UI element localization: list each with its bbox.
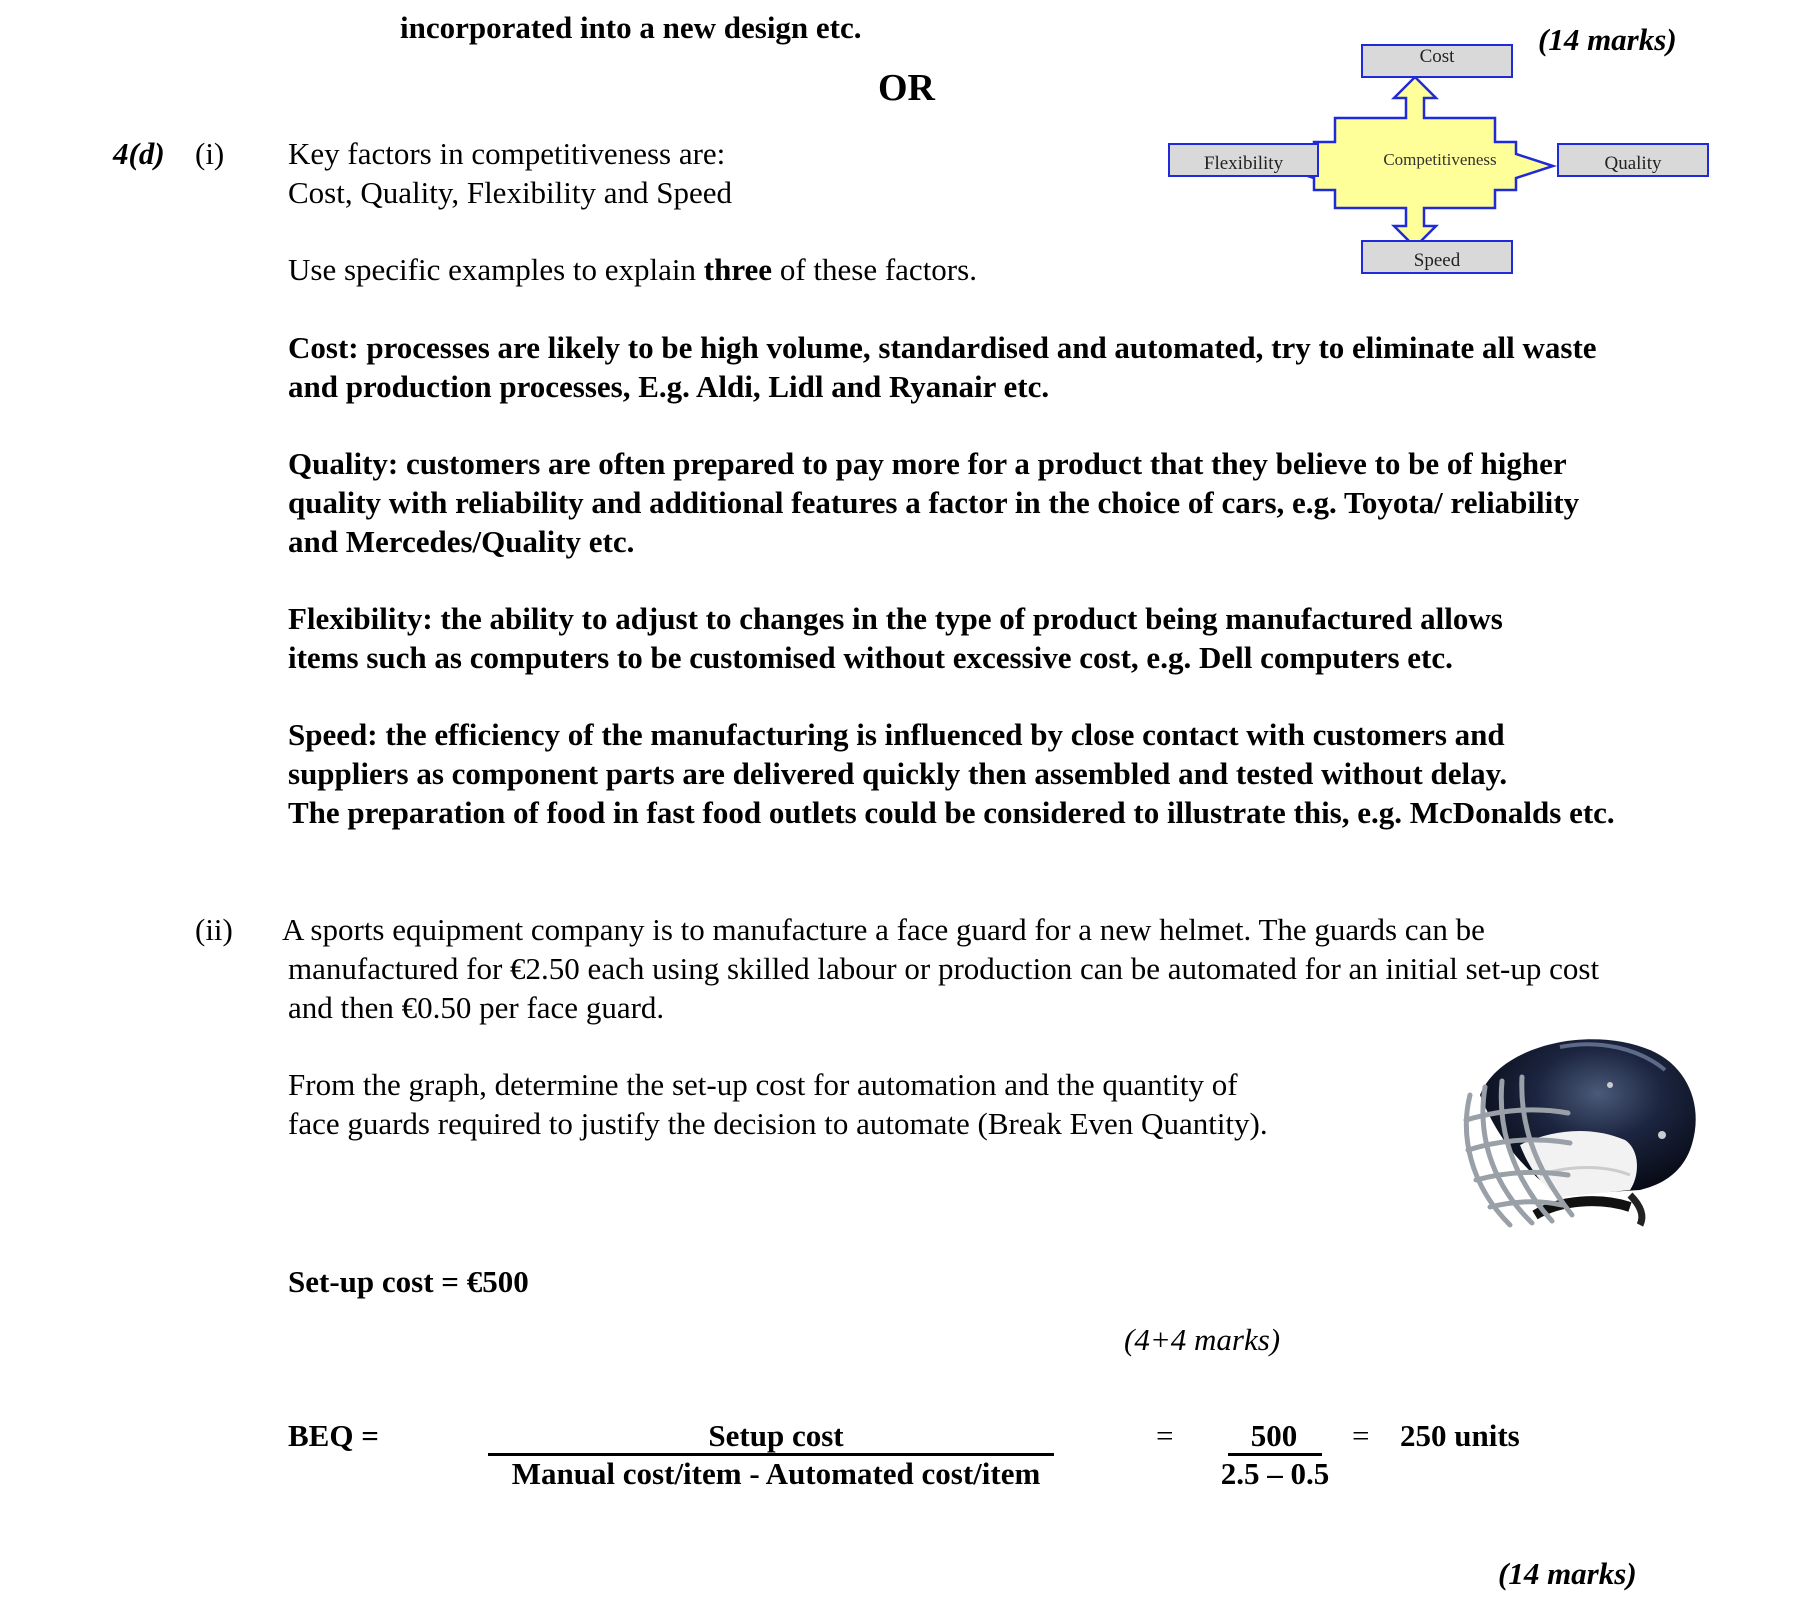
diagram-box-flexibility	[1168, 143, 1319, 177]
flexibility-label: Flexibility	[1203, 153, 1284, 174]
part-ii-task	[288, 1065, 1268, 1143]
answer-speed-line-2: suppliers as component parts are delivered quickly then assembled and tested without delay.	[288, 756, 1508, 791]
task-line-2: face guards required to justify the decision to automate (Break Even Quantity).	[288, 1106, 1268, 1141]
instruction-bold: three	[703, 252, 773, 287]
diagram-box-quality	[1557, 143, 1709, 177]
answer-quality-line-2: quality with reliability and additional features a factor in the choice of cars, e.g. Toyota/ reliability	[288, 485, 1580, 520]
quality-label: Quality	[1604, 153, 1662, 174]
answer-flexibility-line-1: Flexibility: the ability to adjust to changes in the type of product being manufactured allows	[288, 601, 1503, 636]
part-ii-label: (ii)	[195, 912, 233, 947]
answer-speed	[288, 715, 1615, 832]
instruction-before: Use specific examples to explain	[288, 252, 704, 287]
answer-flexibility-line-2: items such as computers to be customised without excessive cost, e.g. Dell computers etc.	[288, 640, 1453, 675]
beq-label: BEQ =	[288, 1418, 379, 1453]
part-ii-line-2: manufactured for €2.50 each using skilled labour or production can be automated for an initial set-up cost	[288, 951, 1600, 986]
answer-speed-line-1: Speed: the efficiency of the manufacturing is influenced by close contact with customers and	[288, 717, 1505, 752]
intro-line-1: Key factors in competitiveness are:	[288, 136, 726, 171]
answer-cost-line-1: Cost: processes are likely to be high volume, standardised and automated, try to eliminate all waste	[288, 330, 1597, 365]
instruction-after: of these factors.	[772, 252, 977, 287]
beq-den-value: 2.5 – 0.5	[1220, 1456, 1330, 1491]
diagram-box-cost	[1361, 44, 1513, 78]
diagram-center-label: Competitiveness	[1383, 150, 1497, 169]
answer-cost-line-2: and production processes, E.g. Aldi, Lidl and Ryanair etc.	[288, 369, 1050, 404]
marks-mid: (4+4 marks)	[1124, 1322, 1281, 1357]
beq-equals-2: =	[1352, 1418, 1370, 1453]
question-intro	[288, 134, 732, 212]
answer-flexibility	[288, 599, 1503, 677]
answer-quality-line-1: Quality: customers are often prepared to pay more for a product that they believe to be of higher	[288, 446, 1567, 481]
marks-bottom: (14 marks)	[1498, 1556, 1637, 1591]
answer-quality-line-3: and Mercedes/Quality etc.	[288, 524, 635, 559]
answer-quality	[288, 444, 1579, 561]
or-heading: OR	[878, 67, 935, 109]
part-ii-line-3: and then €0.50 per face guard.	[288, 990, 665, 1025]
instruction-line	[288, 250, 977, 289]
task-line-1: From the graph, determine the set-up cost for automation and the quantity of	[288, 1067, 1238, 1102]
answer-speed-line-3: The preparation of food in fast food outlets could be considered to illustrate this, e.g. McDonalds etc.	[288, 795, 1615, 830]
diagram-box-speed	[1361, 240, 1513, 274]
beq-num-value: 500	[1250, 1418, 1298, 1453]
speed-label: Speed	[1413, 250, 1461, 271]
helmet-image	[1440, 1025, 1712, 1245]
beq-numerator: Setup cost	[708, 1418, 844, 1453]
beq-equals-1: =	[1156, 1418, 1174, 1453]
answer-cost	[288, 328, 1597, 406]
part-ii-question	[282, 910, 1599, 1027]
part-ii-line-1: A sports equipment company is to manufacture a face guard for a new helmet. The guards can be	[282, 912, 1485, 947]
beq-denominator: Manual cost/item - Automated cost/item	[511, 1456, 1041, 1491]
setup-cost-answer: Set-up cost = €500	[288, 1264, 529, 1299]
continuation-text: incorporated into a new design etc.	[400, 10, 862, 45]
cost-label: Cost	[1419, 46, 1455, 67]
question-instruction	[288, 250, 977, 289]
question-number: 4(d)	[113, 136, 165, 171]
marks-top: (14 marks)	[1538, 22, 1677, 57]
beq-result: 250 units	[1400, 1418, 1520, 1453]
part-i-label: (i)	[195, 136, 225, 171]
intro-line-2: Cost, Quality, Flexibility and Speed	[288, 175, 733, 210]
